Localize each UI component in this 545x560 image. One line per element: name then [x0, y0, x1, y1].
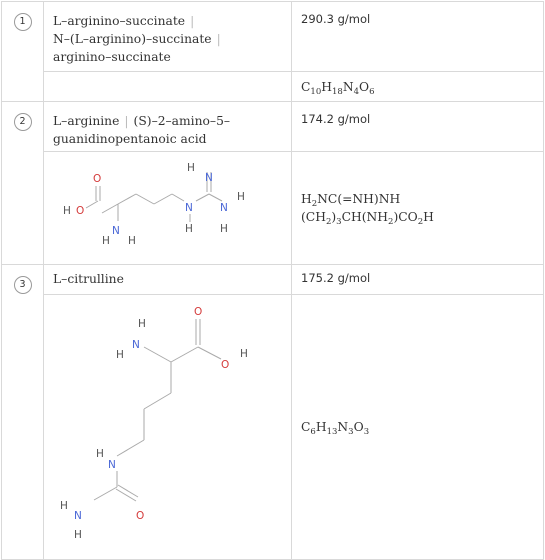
- formula-segment: H: [321, 79, 332, 94]
- structure-bonds: [86, 172, 222, 222]
- hydrogen-atom-label: H: [240, 348, 248, 360]
- structure-cell: [44, 295, 292, 560]
- hydrogen-atom-label: H: [102, 235, 110, 247]
- row-number-badge: 1: [14, 13, 32, 31]
- compound-name-cell: [44, 265, 292, 295]
- formula-segment: H: [423, 210, 434, 224]
- structure-cell: [44, 152, 292, 265]
- molar-mass-cell: [292, 102, 544, 152]
- oxygen-atom-label: O: [76, 205, 85, 217]
- compound-names: [44, 102, 291, 148]
- name-separator: |: [216, 32, 221, 46]
- chemical-formula: [292, 78, 543, 96]
- nitrogen-atom-label: N: [132, 339, 140, 351]
- formula-segment: H: [315, 420, 327, 434]
- hydrogen-atom-label: H: [220, 223, 228, 235]
- table-row: [2, 72, 544, 102]
- table-row: [2, 265, 544, 295]
- nitrogen-atom-label: N: [185, 202, 193, 214]
- arginine-structure-diagram: [44, 152, 292, 260]
- row-number-badge: 2: [14, 113, 32, 131]
- hydrogen-atom-label: H: [187, 162, 195, 174]
- molar-mass: 174.2 g/mol: [301, 112, 371, 126]
- hydrogen-atom-label: H: [63, 205, 71, 217]
- nitrogen-atom-label: N: [74, 510, 82, 522]
- hydrogen-atom-label: H: [96, 448, 104, 460]
- formula-subscript: 4: [353, 86, 359, 97]
- molar-mass: 290.3 g/mol: [301, 12, 371, 26]
- table-row: [2, 295, 544, 560]
- hydrogen-atom-label: H: [60, 500, 68, 512]
- formula-cell: [292, 152, 544, 265]
- compound-name: L–arginine: [53, 114, 120, 128]
- hydrogen-atom-label: H: [116, 349, 124, 361]
- hydrogen-atom-label: H: [128, 235, 136, 247]
- oxygen-atom-label: O: [221, 359, 230, 371]
- formula-segment: )CO: [393, 210, 418, 224]
- formula-segment: O: [353, 420, 364, 434]
- formula-subscript: 2: [417, 217, 424, 227]
- structure-bonds: [94, 319, 221, 501]
- oxygen-atom-label: O: [194, 306, 203, 318]
- table-row: [2, 102, 544, 152]
- row-number-badge: 3: [14, 276, 32, 294]
- hydrogen-atom-label: H: [74, 529, 82, 541]
- formula-segment: NC(=NH)NH: [317, 192, 401, 206]
- formula-subscript: 6: [369, 86, 375, 97]
- compound-names: [44, 2, 291, 66]
- molar-mass: 175.2 g/mol: [301, 271, 371, 285]
- name-separator: |: [124, 114, 129, 128]
- formula-subscript: 6: [310, 427, 316, 437]
- row-index-cell: [2, 102, 44, 265]
- formula-subscript: 3: [363, 427, 370, 437]
- compound-names: [44, 265, 291, 288]
- formula-subscript: 3: [336, 217, 342, 227]
- formula-segment: C: [301, 79, 311, 94]
- oxygen-atom-label: O: [136, 510, 145, 522]
- empty-structure-cell: [44, 72, 292, 102]
- formula-subscript: 3: [348, 427, 354, 437]
- compound-table: [1, 1, 544, 560]
- table-row: [2, 2, 544, 72]
- name-separator: |: [190, 14, 195, 28]
- row-index-cell: [2, 2, 44, 102]
- chemical-formula: [292, 190, 543, 226]
- compound-name-cell: [44, 102, 292, 152]
- formula-segment: N: [337, 420, 349, 434]
- compound-name: (S)–2–amino–5–guanidinopentanoic acid: [53, 114, 231, 146]
- formula-segment: N: [342, 79, 354, 94]
- row-index-cell: [2, 265, 44, 560]
- formula-subscript: 10: [310, 86, 322, 97]
- formula-segment: O: [359, 79, 370, 94]
- compound-name: N–(L–arginino)–succinate: [53, 32, 212, 46]
- formula-segment: ): [331, 210, 337, 224]
- nitrogen-atom-label: N: [220, 202, 228, 214]
- formula-segment: H: [301, 192, 312, 206]
- formula-cell: [292, 295, 544, 560]
- formula-subscript: 2: [311, 199, 318, 209]
- nitrogen-atom-label: N: [108, 459, 116, 471]
- hydrogen-atom-label: H: [185, 223, 193, 235]
- compound-name-cell: [44, 2, 292, 72]
- formula-cell: [292, 72, 544, 102]
- nitrogen-atom-label: N: [205, 172, 213, 184]
- formula-subscript: 13: [326, 427, 338, 437]
- formula-segment: (CH: [301, 210, 326, 224]
- formula-subscript: 18: [331, 86, 343, 97]
- formula-segment: CH(NH: [341, 210, 389, 224]
- chemical-formula: [292, 418, 543, 436]
- nitrogen-atom-label: N: [112, 225, 120, 237]
- citrulline-structure-diagram: [44, 295, 292, 555]
- hydrogen-atom-label: H: [237, 191, 245, 203]
- formula-segment: C: [301, 420, 311, 434]
- compound-name: L–citrulline: [53, 272, 124, 286]
- formula-subscript: 2: [325, 217, 332, 227]
- compound-name: arginino–succinate: [53, 50, 171, 64]
- hydrogen-atom-label: H: [138, 318, 146, 330]
- oxygen-atom-label: O: [93, 173, 102, 185]
- molar-mass-cell: [292, 265, 544, 295]
- table-row: [2, 152, 544, 265]
- formula-subscript: 2: [388, 217, 394, 227]
- compound-name: L–arginino–succinate: [53, 14, 186, 28]
- molar-mass-cell: [292, 2, 544, 72]
